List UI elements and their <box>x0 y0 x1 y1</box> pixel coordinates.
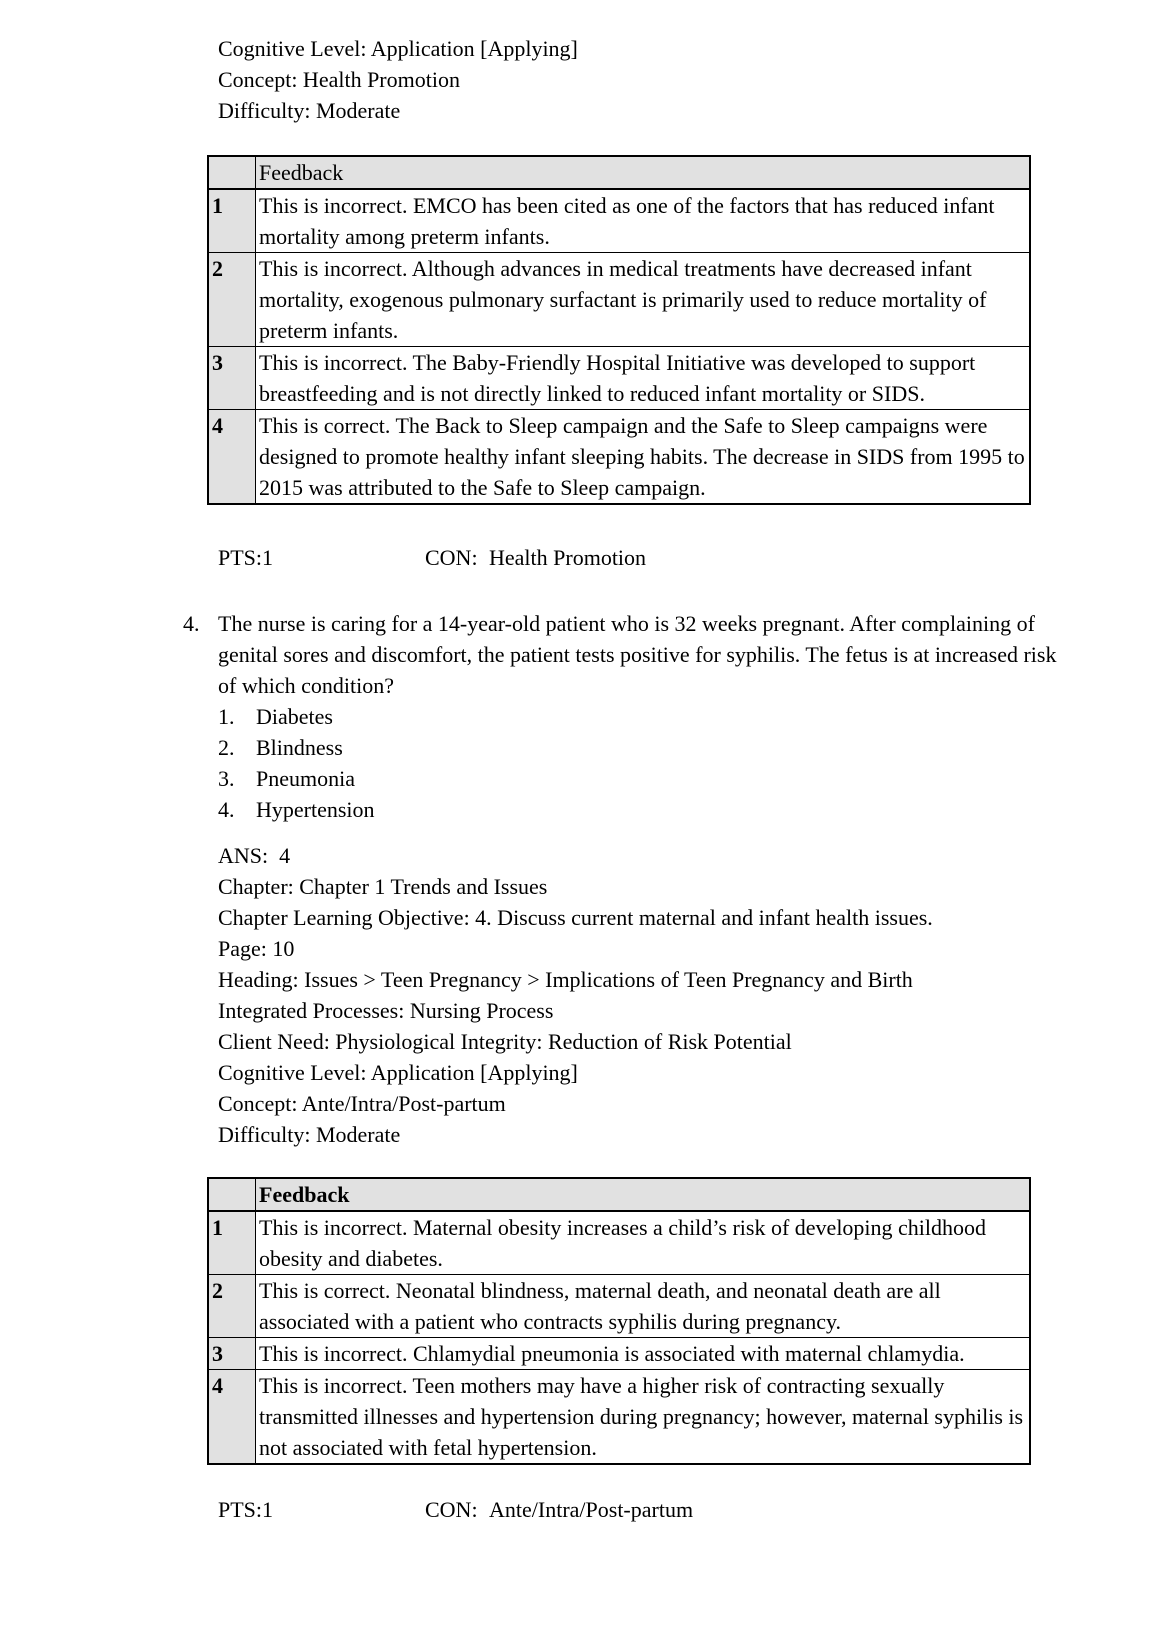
feedback-table <box>207 155 1031 505</box>
table-row <box>208 1338 1030 1370</box>
answer-option <box>218 794 375 825</box>
feedback-table-header <box>208 156 1030 189</box>
header-num-cell <box>208 156 256 189</box>
feedback-header: Feedback <box>256 1178 1031 1211</box>
row-number: 1 <box>208 1211 256 1275</box>
meta-cognitive-level: Cognitive Level: Application [Applying] <box>218 1060 578 1085</box>
table-row <box>208 189 1030 253</box>
table-row <box>208 410 1030 505</box>
header-num-cell <box>208 1178 256 1211</box>
option-text: Pneumonia <box>256 766 355 791</box>
pts-con-row <box>218 1494 693 1525</box>
table-row <box>208 1211 1030 1275</box>
meta-difficulty: Difficulty: Moderate <box>218 98 401 123</box>
meta-chapter: Chapter: Chapter 1 Trends and Issues <box>218 874 548 899</box>
option-number: 2. <box>218 735 235 760</box>
feedback-text: This is incorrect. Although advances in medical treatments have decreased infant mortality, exogenous pulmonary surfactant is primarily used to reduce mortality of preterm infants. <box>256 253 1031 347</box>
feedback-table-header <box>208 1178 1030 1211</box>
question-stem: The nurse is caring for a 14-year-old patient who is 32 weeks pregnant. After complaining of genital sores and discomfort, the patient tests positive for syphilis. The fetus is at increased risk of which condition? <box>218 611 1057 698</box>
pts-con-row <box>218 542 646 573</box>
row-number: 2 <box>208 253 256 347</box>
pts-label: PTS: <box>218 1497 263 1522</box>
meta-heading: Heading: Issues > Teen Pregnancy > Implications of Teen Pregnancy and Birth <box>218 967 913 992</box>
meta-cognitive-level: Cognitive Level: Application [Applying] <box>218 36 578 61</box>
row-number: 1 <box>208 189 256 253</box>
meta-concept: Concept: Health Promotion <box>218 67 460 92</box>
feedback-text: This is incorrect. The Baby-Friendly Hospital Initiative was developed to support breastfeeding and is not directly linked to reduced infant mortality or SIDS. <box>256 347 1031 410</box>
feedback-text: This is incorrect. Chlamydial pneumonia is associated with maternal chlamydia. <box>256 1338 1031 1370</box>
pts-value: 1 <box>262 1497 273 1522</box>
table-row <box>208 1275 1030 1338</box>
answer-option <box>218 763 355 794</box>
option-text: Diabetes <box>256 704 333 729</box>
option-number: 3. <box>218 766 235 791</box>
answer-option <box>218 701 333 732</box>
meta-concept: Concept: Ante/Intra/Post-partum <box>218 1091 506 1116</box>
row-number: 3 <box>208 1338 256 1370</box>
pts-label: PTS: <box>218 545 263 570</box>
option-number: 1. <box>218 704 235 729</box>
meta-integrated-processes: Integrated Processes: Nursing Process <box>218 998 554 1023</box>
row-number: 3 <box>208 347 256 410</box>
option-number: 4. <box>218 797 235 822</box>
question-number: 4. <box>183 611 200 636</box>
con-label: CON: <box>425 1497 478 1522</box>
row-number: 4 <box>208 410 256 505</box>
con-value: Health Promotion <box>489 545 647 570</box>
row-number: 4 <box>208 1370 256 1465</box>
feedback-text: This is correct. The Back to Sleep campaign and the Safe to Sleep campaigns were designed to promote healthy infant sleeping habits. The decrease in SIDS from 1995 to 2015 was attributed to the Safe to Sleep campaign. <box>256 410 1031 505</box>
feedback-table <box>207 1177 1031 1465</box>
feedback-text: This is incorrect. EMCO has been cited as one of the factors that has reduced infant mortality among preterm infants. <box>256 189 1031 253</box>
feedback-text: This is incorrect. Maternal obesity increases a child’s risk of developing childhood obesity and diabetes. <box>256 1211 1031 1275</box>
feedback-header: Feedback <box>256 156 1031 189</box>
meta-difficulty: Difficulty: Moderate <box>218 1122 401 1147</box>
answer-option <box>218 732 343 763</box>
table-row <box>208 253 1030 347</box>
pts-value: 1 <box>262 545 273 570</box>
con-value: Ante/Intra/Post-partum <box>489 1497 694 1522</box>
answer-key: ANS: 4 <box>218 843 291 868</box>
option-text: Hypertension <box>256 797 375 822</box>
table-row <box>208 1370 1030 1465</box>
option-text: Blindness <box>256 735 343 760</box>
con-label: CON: <box>425 545 478 570</box>
meta-client-need: Client Need: Physiological Integrity: Reduction of Risk Potential <box>218 1029 792 1054</box>
feedback-text: This is correct. Neonatal blindness, maternal death, and neonatal death are all associated with a patient who contracts syphilis during pregnancy. <box>256 1275 1031 1338</box>
feedback-text: This is incorrect. Teen mothers may have a higher risk of contracting sexually transmitted illnesses and hypertension during pregnancy; however, maternal syphilis is not associated with fetal hypertension. <box>256 1370 1031 1465</box>
meta-learning-objective: Chapter Learning Objective: 4. Discuss current maternal and infant health issues. <box>218 905 933 930</box>
meta-page: Page: 10 <box>218 936 295 961</box>
row-number: 2 <box>208 1275 256 1338</box>
table-row <box>208 347 1030 410</box>
